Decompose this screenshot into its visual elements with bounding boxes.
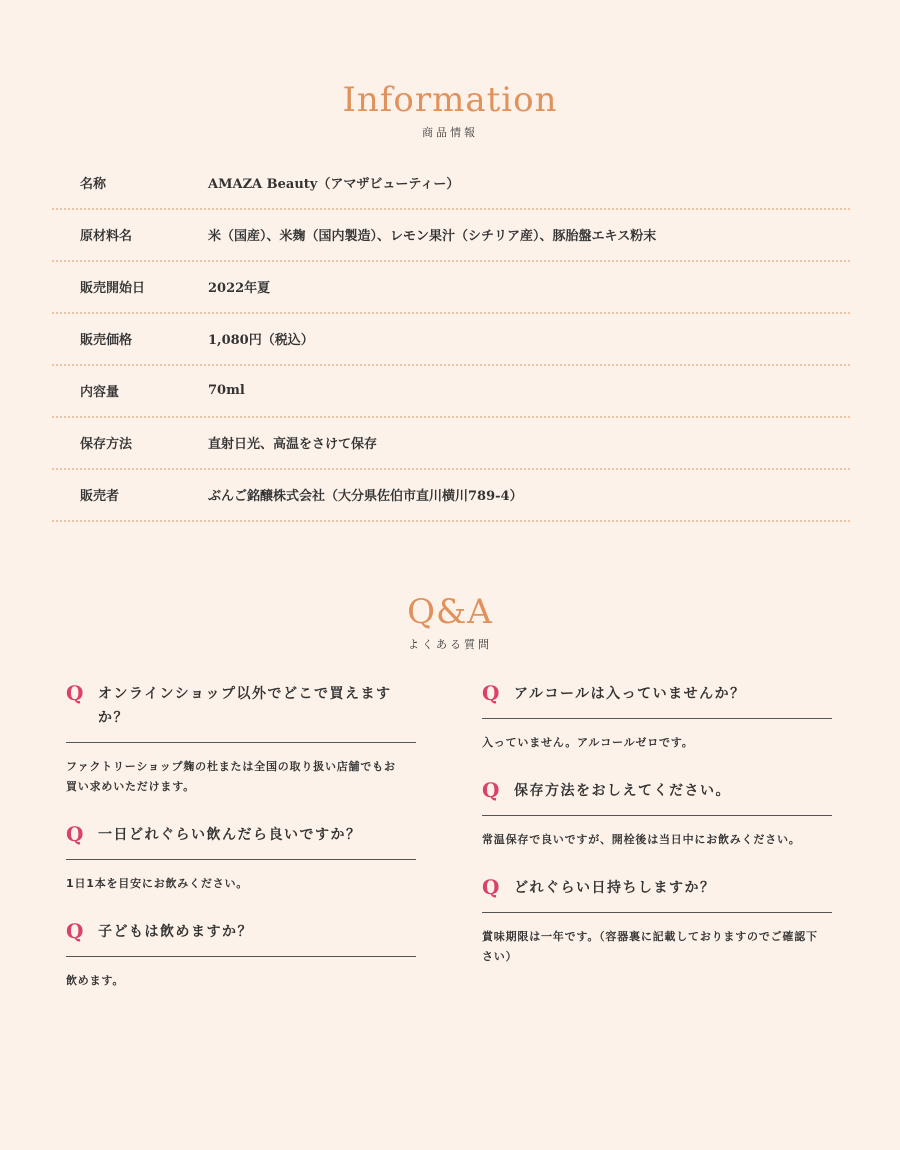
q-mark-icon: Q bbox=[482, 875, 500, 899]
question-text: 保存方法をおしえてください。 bbox=[514, 783, 731, 799]
info-label: 内容量 bbox=[80, 384, 120, 400]
info-value: ぶんご銘醸株式会社（大分県佐伯市直川横川789-4） bbox=[208, 488, 523, 504]
question bbox=[66, 920, 416, 957]
answer-text: 入っていません。アルコールゼロです。 bbox=[482, 736, 694, 749]
answer-text: 常温保存で良いですが、開栓後は当日中にお飲みください。 bbox=[482, 833, 801, 846]
info-row-volume bbox=[52, 368, 850, 418]
qa-left-column bbox=[66, 682, 416, 1017]
question-text: オンラインショップ以外でどこで買えますか？ bbox=[98, 686, 392, 726]
info-row-price bbox=[52, 316, 850, 366]
qa-header bbox=[0, 592, 900, 652]
information-title: Information bbox=[342, 80, 558, 120]
answer-text: 1日1本を目安にお飲みください。 bbox=[66, 877, 249, 890]
info-label: 販売開始日 bbox=[80, 280, 146, 296]
question-text: 子どもは飲めますか？ bbox=[98, 924, 253, 940]
info-row-release-date bbox=[52, 264, 850, 314]
info-label: 販売者 bbox=[80, 488, 120, 504]
question bbox=[482, 779, 832, 816]
question bbox=[66, 823, 416, 860]
answer-text: 賞味期限は一年です。（容器裏に記載しておりますのでご確認下さい） bbox=[482, 930, 818, 963]
info-value: 2022年夏 bbox=[208, 280, 271, 296]
q-mark-icon: Q bbox=[482, 778, 500, 802]
q-mark-icon: Q bbox=[66, 919, 84, 943]
info-label: 保存方法 bbox=[80, 436, 133, 452]
q-mark-icon: Q bbox=[482, 681, 500, 705]
info-label: 原材料名 bbox=[80, 228, 133, 244]
qa-item bbox=[66, 823, 416, 894]
q-mark-icon: Q bbox=[66, 681, 84, 705]
info-row-seller bbox=[52, 472, 850, 522]
answer-text: 飲めます。 bbox=[66, 974, 125, 987]
question-text: 一日どれぐらい飲んだら良いですか？ bbox=[98, 827, 362, 843]
qa-item bbox=[482, 682, 832, 753]
qa-title: Q&A bbox=[407, 592, 493, 632]
qa-item bbox=[482, 876, 832, 967]
answer-text: ファクトリーショップ麹の杜または全国の取り扱い店舗でもお買い求めいただけます。 bbox=[66, 760, 396, 793]
product-info-table bbox=[52, 160, 850, 524]
info-value: 70ml bbox=[208, 382, 245, 398]
info-value: 1,080円（税込） bbox=[208, 332, 314, 348]
info-row-ingredients bbox=[52, 212, 850, 262]
info-row-storage bbox=[52, 420, 850, 470]
question bbox=[482, 876, 832, 913]
info-row-name bbox=[52, 160, 850, 210]
question-text: どれぐらい日持ちしますか？ bbox=[514, 880, 716, 896]
information-subtitle: 商品情報 bbox=[422, 126, 478, 139]
qa-subtitle: よくある質問 bbox=[408, 638, 492, 651]
info-label: 名称 bbox=[80, 176, 107, 192]
info-value: AMAZA Beauty（アマザビューティー） bbox=[208, 176, 460, 192]
question bbox=[66, 682, 416, 743]
question-text: アルコールは入っていませんか？ bbox=[514, 686, 746, 702]
question bbox=[482, 682, 832, 719]
qa-item bbox=[66, 682, 416, 797]
qa-item bbox=[482, 779, 832, 850]
information-header bbox=[0, 80, 900, 140]
info-value: 米（国産）、米麹（国内製造）、レモン果汁（シチリア産）、豚胎盤エキス粉末 bbox=[208, 228, 657, 244]
info-label: 販売価格 bbox=[80, 332, 133, 348]
q-mark-icon: Q bbox=[66, 822, 84, 846]
qa-right-column bbox=[482, 682, 832, 993]
info-value: 直射日光、高温をさけて保存 bbox=[208, 436, 378, 452]
qa-item bbox=[66, 920, 416, 991]
